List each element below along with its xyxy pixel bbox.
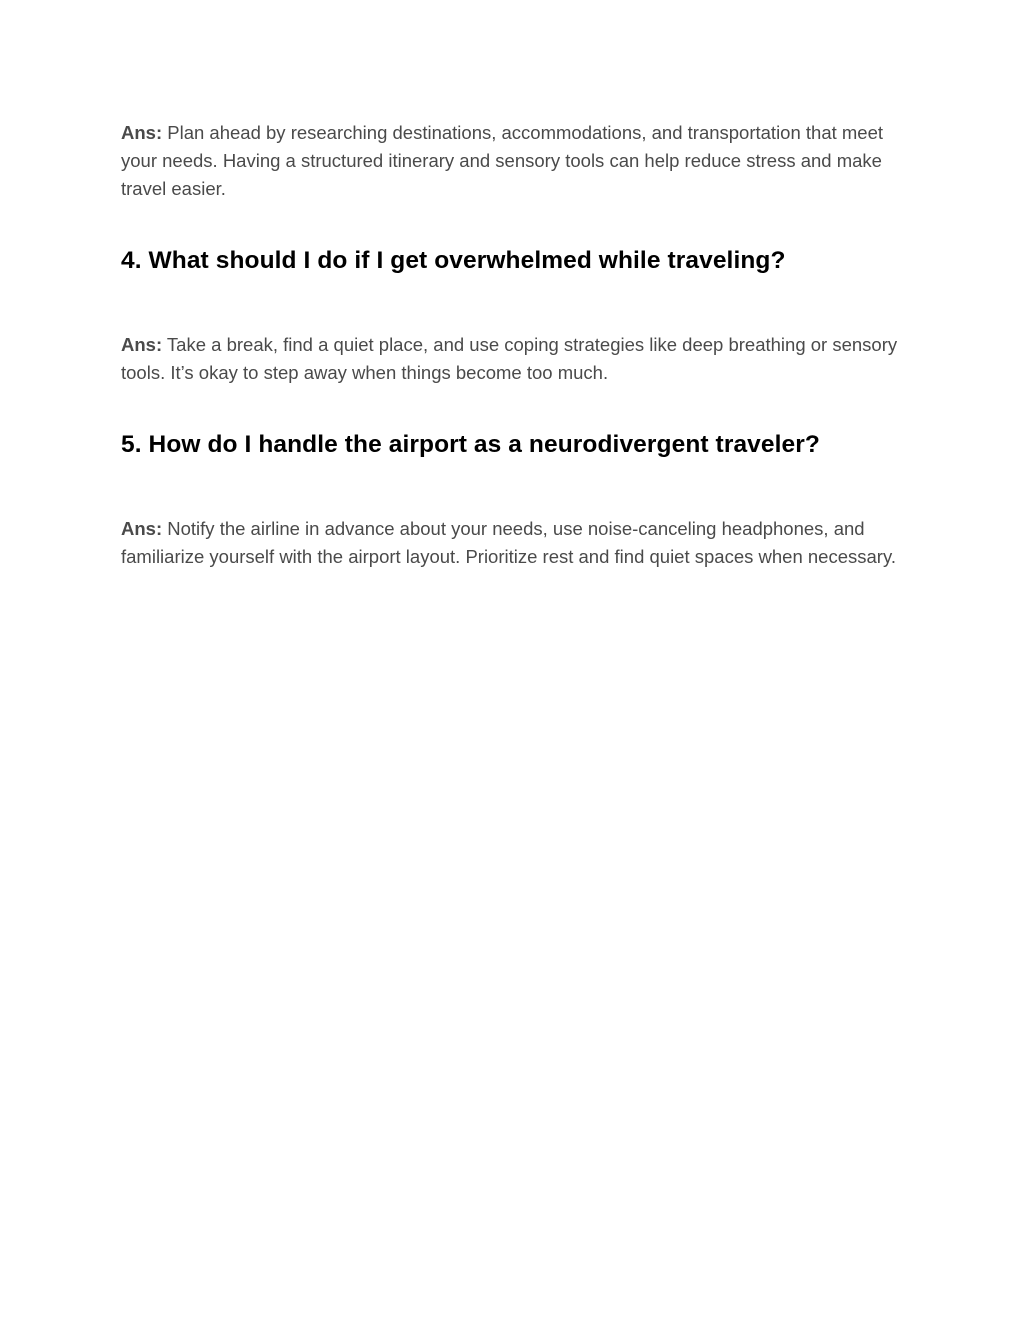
answer-text: Plan ahead by researching destinations, accommodations, and transportation that meet your needs. Having a structured itinerary and sensory tools can help reduce stress and make travel easier. [121,122,884,199]
answer-label: Ans: [121,334,163,355]
answer-label: Ans: [121,518,163,539]
answer-text: Take a break, find a quiet place, and use coping strategies like deep breathing or sensory tools. It’s okay to step away when things become too much. [121,334,898,383]
answer-paragraph [121,331,911,387]
answer-paragraph [121,119,911,203]
answer-text: Notify the airline in advance about your needs, use noise-canceling headphones, and familiarize yourself with the airport layout. Prioritize rest and find quiet spaces when necessary. [121,518,896,567]
question-heading: 4. What should I do if I get overwhelmed while traveling? [121,247,786,274]
question-heading: 5. How do I handle the airport as a neurodivergent traveler? [121,431,820,458]
document-page [121,119,911,571]
answer-paragraph [121,515,911,571]
answer-label: Ans: [121,122,163,143]
